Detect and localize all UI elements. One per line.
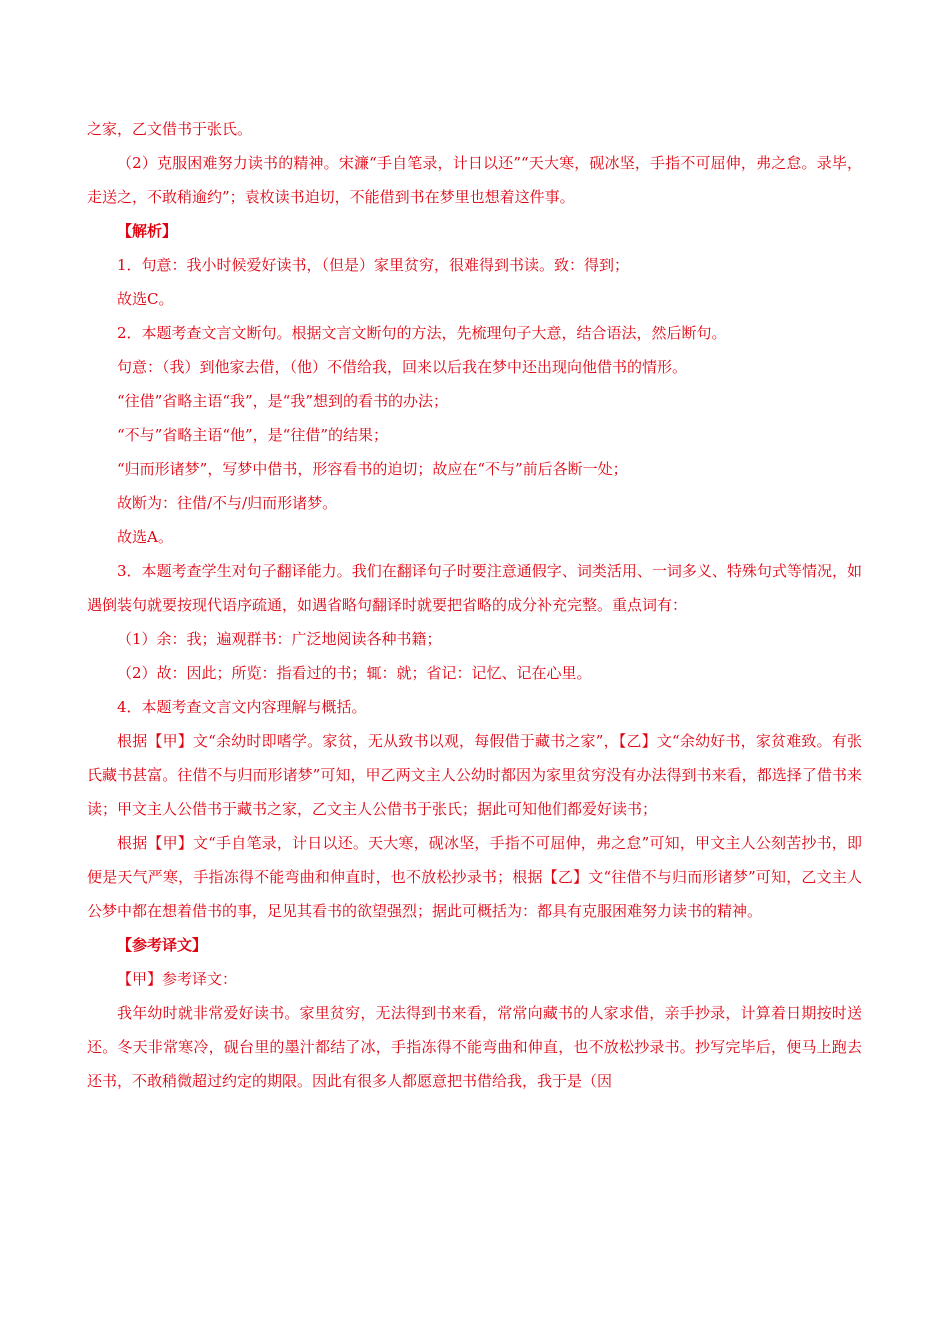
analysis-q4-para-2: 根据【甲】文“手自笔录，计日以还。天大寒，砚冰坚，手指不可屈伸，弗之怠”可知，甲文主人公刻苦抄书，即便是天气严寒，手指冻得不能弯曲和伸直时，也不放松抄录书；根据【乙】文“往借不与归而形诸梦”可知，乙文主人公梦中都在想着借书的事，足见其看书的欲望强烈；据此可概括为：都具有克服困难努力读书的精神。: [87, 834, 862, 920]
analysis-q2: 2．本题考查文言文断句。根据文言文断句的方法，先梳理句子大意，结合语法，然后断句。: [117, 324, 727, 342]
analysis-q2-note-2: “不与”省略主语“他”，是“往借”的结果；: [117, 426, 389, 444]
analysis-q2-break: 故断为：往借/不与/归而形诸梦。: [117, 494, 338, 512]
section-heading-translation: 【参考译文】: [117, 936, 208, 954]
translation-jia-text: 我年幼时就非常爱好读书。家里贫穷，无法得到书来看，常常向藏书的人家求借，亲手抄录，计算着日期按时送还。冬天非常寒冷，砚台里的墨汁都结了冰，手指冻得不能弯曲和伸直，也不放松抄录书。抄写完毕后，便马上跑去还书，不敢稍微超过约定的期限。因此有很多人都愿意把书借给我，我于是（因: [87, 1004, 862, 1090]
paragraph-continuation: 之家，乙文借书于张氏。: [87, 120, 253, 138]
analysis-q2-meaning: 句意：（我）到他家去借，（他）不借给我，回来以后我在梦中还出现向他借书的情形。: [117, 358, 688, 376]
analysis-q2-answer: 故选A。: [117, 528, 173, 546]
analysis-q3-item-2: （2）故：因此；所览：指看过的书；辄：就；省记：记忆、记在心里。: [117, 664, 592, 682]
answer-point-2: （2）克服困难努力读书的精神。宋濂“手自笔录，计日以还”“天大寒，砚冰坚，手指不可屈伸，弗之怠。录毕，走送之，不敢稍逾约”；袁枚读书迫切，不能借到书在梦里也想着这件事。: [87, 154, 862, 206]
analysis-q2-note-1: “往借”省略主语“我”，是“我”想到的看书的办法；: [117, 392, 449, 410]
analysis-q4-para-1: 根据【甲】文“余幼时即嗜学。家贫，无从致书以观，每假借于藏书之家”，【乙】文“余幼好书，家贫难致。有张氏藏书甚富。往借不与归而形诸梦”可知，甲乙两文主人公幼时都因为家里贫穷没有办法得到书来看，都选择了借书来读；甲文主人公借书于藏书之家，乙文主人公借书于张氏；据此可知他们都爱好读书；: [87, 732, 862, 818]
translation-jia-heading: 【甲】参考译文：: [117, 970, 238, 988]
analysis-q4: 4．本题考查文言文内容理解与概括。: [117, 698, 367, 716]
analysis-q3: 3．本题考查学生对句子翻译能力。我们在翻译句子时要注意通假字、词类活用、一词多义、特殊句式等情况，如遇倒装句就要按现代语序疏通，如遇省略句翻译时就要把省略的成分补充完整。重点词有：: [87, 562, 862, 614]
analysis-q2-note-3: “归而形诸梦”，写梦中借书，形容看书的迫切；故应在“不与”前后各断一处；: [117, 460, 628, 478]
analysis-q1: 1．句意：我小时候爱好读书，（但是）家里贫穷，很难得到书读。致：得到；: [117, 256, 630, 274]
analysis-q1-answer: 故选C。: [117, 290, 174, 308]
analysis-q3-item-1: （1）余：我；遍观群书：广泛地阅读各种书籍；: [117, 630, 442, 648]
document-body: [87, 112, 862, 1098]
section-heading-analysis: 【解析】: [117, 222, 178, 240]
